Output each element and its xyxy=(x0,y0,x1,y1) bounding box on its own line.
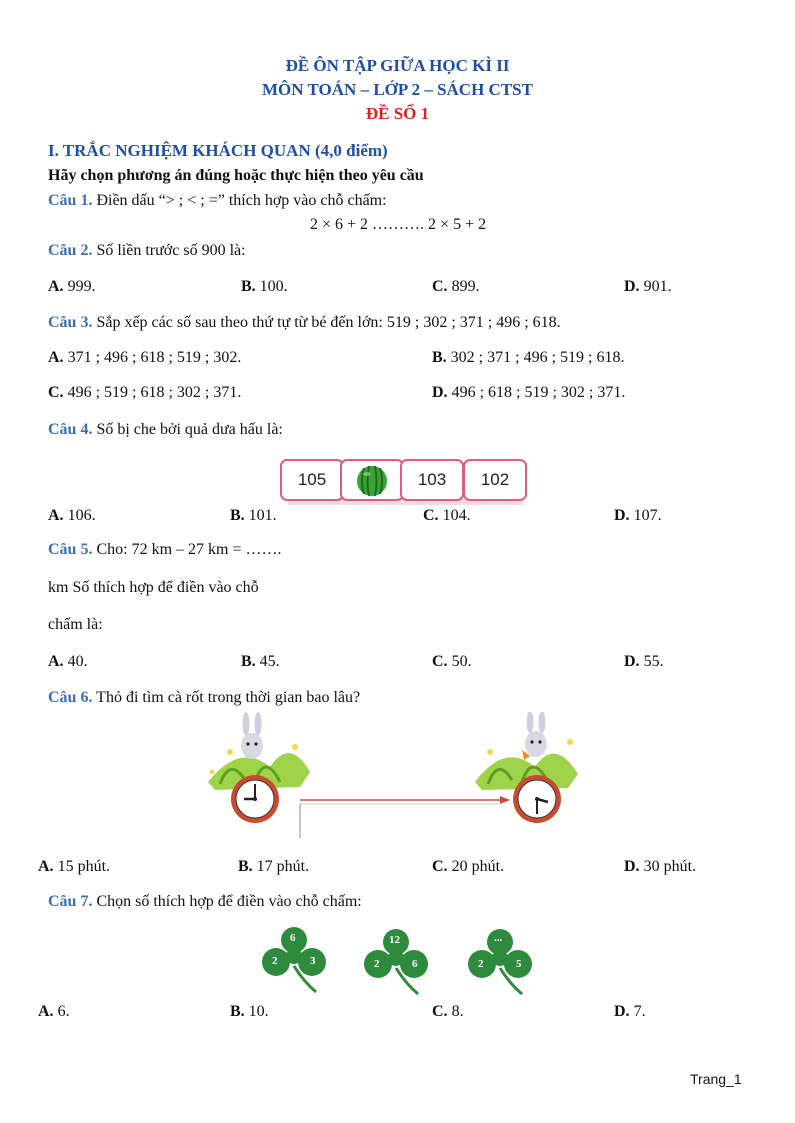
question-5: Câu 5. Cho: 72 km – 27 km = ……. xyxy=(48,541,282,558)
section-title: I. TRẮC NGHIỆM KHÁCH QUAN (4,0 điểm) xyxy=(48,141,388,160)
number-box: 103 xyxy=(400,459,464,501)
q6-option-a[interactable]: A. 15 phút. xyxy=(38,858,111,875)
number-box: 102 xyxy=(463,459,527,501)
page-number: Trang_1 xyxy=(690,1071,742,1087)
question-2: Câu 2. Số liền trước số 900 là: xyxy=(48,242,246,259)
question-1-expression: 2 × 6 + 2 ………. 2 × 5 + 2 xyxy=(310,216,487,233)
watermelon-box xyxy=(340,459,404,501)
question-1: Câu 1. Điền dấu “> ; < ; =” thích hợp vào chỗ chấm: xyxy=(48,192,387,209)
question-4: Câu 4. Số bị che bởi quả dưa hấu là: xyxy=(48,421,283,438)
q7-option-c[interactable]: C. 8. xyxy=(432,1003,464,1020)
q4-option-d[interactable]: D. 107. xyxy=(614,507,662,524)
q2-option-d[interactable]: D. 901. xyxy=(624,278,672,295)
question-6: Câu 6. Thỏ đi tìm cà rốt trong thời gian bao lâu? xyxy=(48,689,361,706)
q5-option-b[interactable]: B. 45. xyxy=(241,653,280,670)
exam-number: ĐỀ SỐ 1 xyxy=(365,104,430,123)
question-5-line3: chấm là: xyxy=(48,616,103,633)
clover-1: 6 2 3 xyxy=(258,926,330,994)
q2-option-c[interactable]: C. 899. xyxy=(432,278,480,295)
q2-option-a[interactable]: A. 999. xyxy=(48,278,96,295)
question-7: Câu 7. Chọn số thích hợp để điền vào chỗ chấm: xyxy=(48,893,362,910)
rabbit-clock-figure xyxy=(200,712,590,842)
question-3: Câu 3. Sắp xếp các số sau theo thứ tự từ bé đến lớn: 519 ; 302 ; 371 ; 496 ; 618. xyxy=(48,314,561,331)
q3-option-c[interactable]: C. 496 ; 519 ; 618 ; 302 ; 371. xyxy=(48,384,242,401)
q5-option-a[interactable]: A. 40. xyxy=(48,653,88,670)
q3-option-d[interactable]: D. 496 ; 618 ; 519 ; 302 ; 371. xyxy=(432,384,626,401)
doc-title: ĐỀ ÔN TẬP GIỮA HỌC KÌ II xyxy=(285,56,510,75)
doc-subtitle: MÔN TOÁN – LỚP 2 – SÁCH CTST xyxy=(262,80,533,99)
rabbit-clocks-illustration xyxy=(200,712,590,842)
clover-3: ... 2 5 xyxy=(464,928,536,996)
q3-option-a[interactable]: A. 371 ; 496 ; 618 ; 519 ; 302. xyxy=(48,349,242,366)
q4-option-c[interactable]: C. 104. xyxy=(423,507,471,524)
q7-option-a[interactable]: A. 6. xyxy=(38,1003,70,1020)
q4-option-a[interactable]: A. 106. xyxy=(48,507,96,524)
q5-option-c[interactable]: C. 50. xyxy=(432,653,472,670)
right-scene xyxy=(475,712,578,823)
q7-option-b[interactable]: B. 10. xyxy=(230,1003,269,1020)
q7-option-d[interactable]: D. 7. xyxy=(614,1003,646,1020)
watermelon-icon xyxy=(352,462,392,498)
section-instruction: Hãy chọn phương án đúng hoặc thực hiện theo yêu cầu xyxy=(48,167,424,184)
q5-option-d[interactable]: D. 55. xyxy=(624,653,664,670)
number-sequence-figure xyxy=(278,453,526,505)
left-scene xyxy=(208,712,310,823)
question-5-line2: km Số thích hợp để điền vào chỗ xyxy=(48,579,259,596)
q3-option-b[interactable]: B. 302 ; 371 ; 496 ; 519 ; 618. xyxy=(432,349,625,366)
clover-2: 12 2 6 xyxy=(360,928,432,996)
q6-option-b[interactable]: B. 17 phút. xyxy=(238,858,310,875)
q2-option-b[interactable]: B. 100. xyxy=(241,278,288,295)
q6-option-d[interactable]: D. 30 phút. xyxy=(624,858,697,875)
q4-option-b[interactable]: B. 101. xyxy=(230,507,277,524)
number-box: 105 xyxy=(280,459,344,501)
q6-option-c[interactable]: C. 20 phút. xyxy=(432,858,505,875)
